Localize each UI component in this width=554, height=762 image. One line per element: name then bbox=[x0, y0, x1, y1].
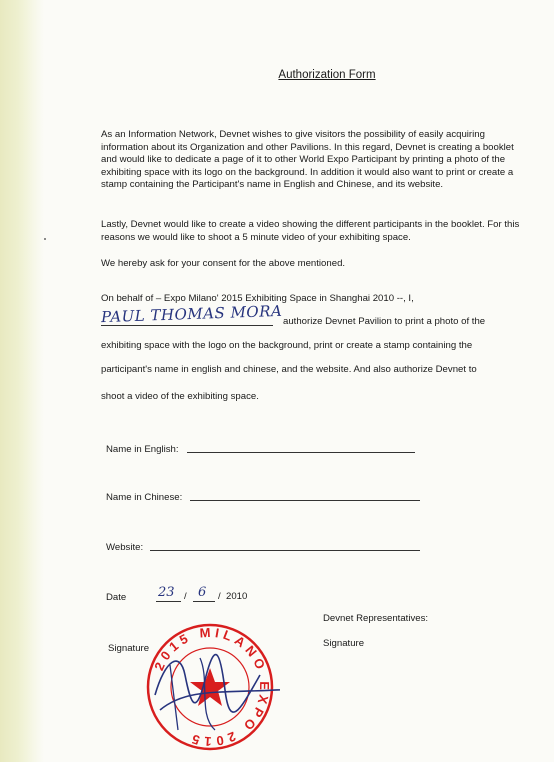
name-chinese-line bbox=[190, 500, 420, 501]
scan-speck bbox=[44, 238, 46, 240]
name-english-label: Name in English: bbox=[106, 444, 179, 455]
behalf-line: On behalf of – Expo Milano' 2015 Exhibiting Space in Shanghai 2010 --, I, bbox=[101, 293, 414, 304]
authorize-line-3: participant's name in english and chinese, and the website. And also authorize Devnet to bbox=[101, 364, 477, 375]
handwritten-name: PAUL THOMAS MORA bbox=[100, 301, 283, 327]
date-label: Date bbox=[106, 592, 127, 603]
date-year: 2010 bbox=[226, 591, 248, 602]
intro-paragraph: As an Information Network, Devnet wishes to give visitors the possibility of easily acquiring information about its Organization and other Pavilions. In this regard, Devnet is creating a booklet and would like to dedicate a page of it to other World Expo Participant by printing a photo of the exhibiting space with its logo on the background. In addition it would also want to print or create a stamp containing the Participant's name in English and Chinese, and its website. bbox=[101, 129, 514, 190]
scan-page-edge bbox=[0, 0, 44, 762]
name-blank-line bbox=[101, 325, 273, 326]
website-line bbox=[150, 550, 420, 551]
devnet-representatives-label: Devnet Representatives: bbox=[323, 613, 429, 624]
date-month: 6 bbox=[198, 585, 207, 600]
name-english-line bbox=[187, 452, 415, 453]
website-label: Website: bbox=[106, 542, 144, 553]
consent-paragraph: We hereby ask for your consent for the above mentioned. bbox=[101, 258, 346, 269]
authorize-line-1: authorize Devnet Pavilion to print a photo of the bbox=[283, 316, 486, 327]
expo-milano-stamp bbox=[140, 620, 280, 755]
right-signature-label: Signature bbox=[323, 638, 365, 649]
date-day-line bbox=[156, 601, 181, 602]
stamp-ring-text: 2015 MILANO EXPO 2015 bbox=[151, 624, 273, 750]
authorize-line-2: exhibiting space with the logo on the background, print or create a stamp containing the bbox=[101, 340, 473, 351]
date-day: 23 bbox=[158, 585, 175, 600]
form-title: Authorization Form bbox=[278, 69, 376, 81]
left-signature-label: Signature bbox=[108, 643, 150, 654]
authorize-line-4: shoot a video of the exhibiting space. bbox=[101, 391, 259, 402]
date-separator-2: / bbox=[218, 591, 221, 602]
date-separator-1: / bbox=[184, 591, 187, 602]
video-paragraph: Lastly, Devnet would like to create a video showing the different participants in the booklet. For this reasons we would like to shoot a 5 minute video of your exhibiting space. bbox=[101, 219, 520, 243]
date-month-line bbox=[193, 601, 215, 602]
name-chinese-label: Name in Chinese: bbox=[106, 492, 183, 503]
